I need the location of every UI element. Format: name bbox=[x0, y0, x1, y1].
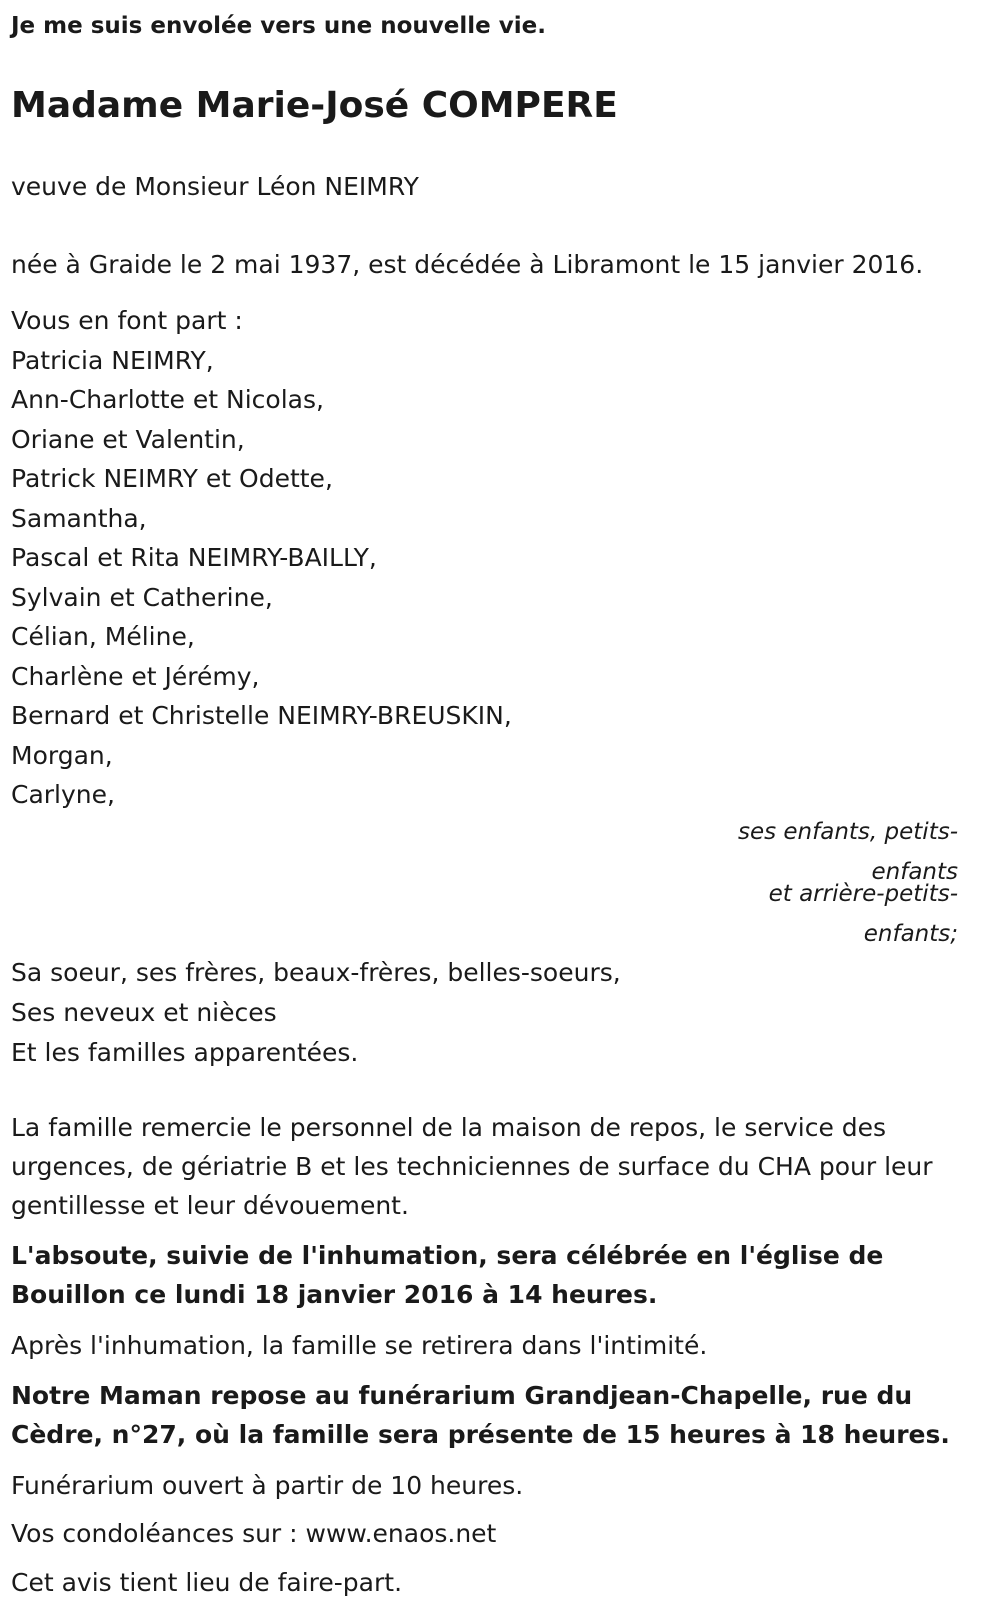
relation-line: et arrière-petits- bbox=[768, 881, 958, 907]
opening-hours-line: Funérarium ouvert à partir de 10 heures. bbox=[11, 1471, 524, 1500]
list-item: Sylvain et Catherine, bbox=[11, 582, 273, 612]
list-item: Célian, Méline, bbox=[11, 622, 195, 651]
notice-line: Cet avis tient lieu de faire-part. bbox=[11, 1568, 403, 1597]
list-item: Oriane et Valentin, bbox=[11, 424, 245, 454]
list-item: Bernard et Christelle NEIMRY-BREUSKIN, bbox=[11, 701, 512, 730]
widow-of-line: veuve de Monsieur Léon NEIMRY bbox=[11, 172, 419, 201]
condolences-line: Vos condoléances sur : www.enaos.net bbox=[11, 1519, 497, 1548]
epigraph: Je me suis envolée vers une nouvelle vie. bbox=[11, 13, 546, 39]
list-item: Patrick NEIMRY et Odette, bbox=[11, 464, 333, 493]
list-item: Pascal et Rita NEIMRY-BAILLY, bbox=[11, 543, 377, 572]
list-item: Samantha, bbox=[11, 503, 147, 533]
relation-line: enfants; bbox=[863, 921, 958, 947]
list-item: Charlène et Jérémy, bbox=[11, 661, 260, 691]
relation-signature bbox=[638, 813, 958, 953]
family-line: Sa soeur, ses frères, beaux-frères, belles-soeurs, bbox=[11, 958, 621, 987]
announcers-intro: Vous en font part : bbox=[11, 306, 243, 335]
relation-line: ses enfants, petits- bbox=[737, 819, 958, 845]
thanks-paragraph: La famille remercie le personnel de la maison de repos, le service des urgences, de gériatrie B et les techniciennes de surface du CHA pour leur gentillesse et leur dévouement. bbox=[11, 1113, 933, 1220]
family-line: Ses neveux et nièces bbox=[11, 998, 277, 1027]
list-item: Patricia NEIMRY, bbox=[11, 345, 214, 375]
list-item: Ann-Charlotte et Nicolas, bbox=[11, 385, 324, 414]
announcers-list bbox=[11, 301, 512, 815]
birth-death-line: née à Graide le 2 mai 1937, est décédée à Libramont le 15 janvier 2016. bbox=[11, 250, 924, 279]
ceremony-paragraph: L'absoute, suivie de l'inhumation, sera célébrée en l'église de Bouillon ce lundi 18 janvier 2016 à 14 heures. bbox=[11, 1241, 884, 1309]
family-line: Et les familles apparentées. bbox=[11, 1038, 359, 1067]
list-item: Carlyne, bbox=[11, 780, 115, 809]
funeral-home-paragraph: Notre Maman repose au funérarium Grandjean-Chapelle, rue du Cèdre, n°27, où la famille sera présente de 15 heures à 18 heures. bbox=[11, 1381, 950, 1449]
relation-line: enfants bbox=[871, 859, 958, 885]
deceased-name: Madame Marie-José COMPERE bbox=[11, 85, 618, 126]
list-item: Morgan, bbox=[11, 740, 113, 770]
after-burial-line: Après l'inhumation, la famille se retirera dans l'intimité. bbox=[11, 1331, 708, 1360]
